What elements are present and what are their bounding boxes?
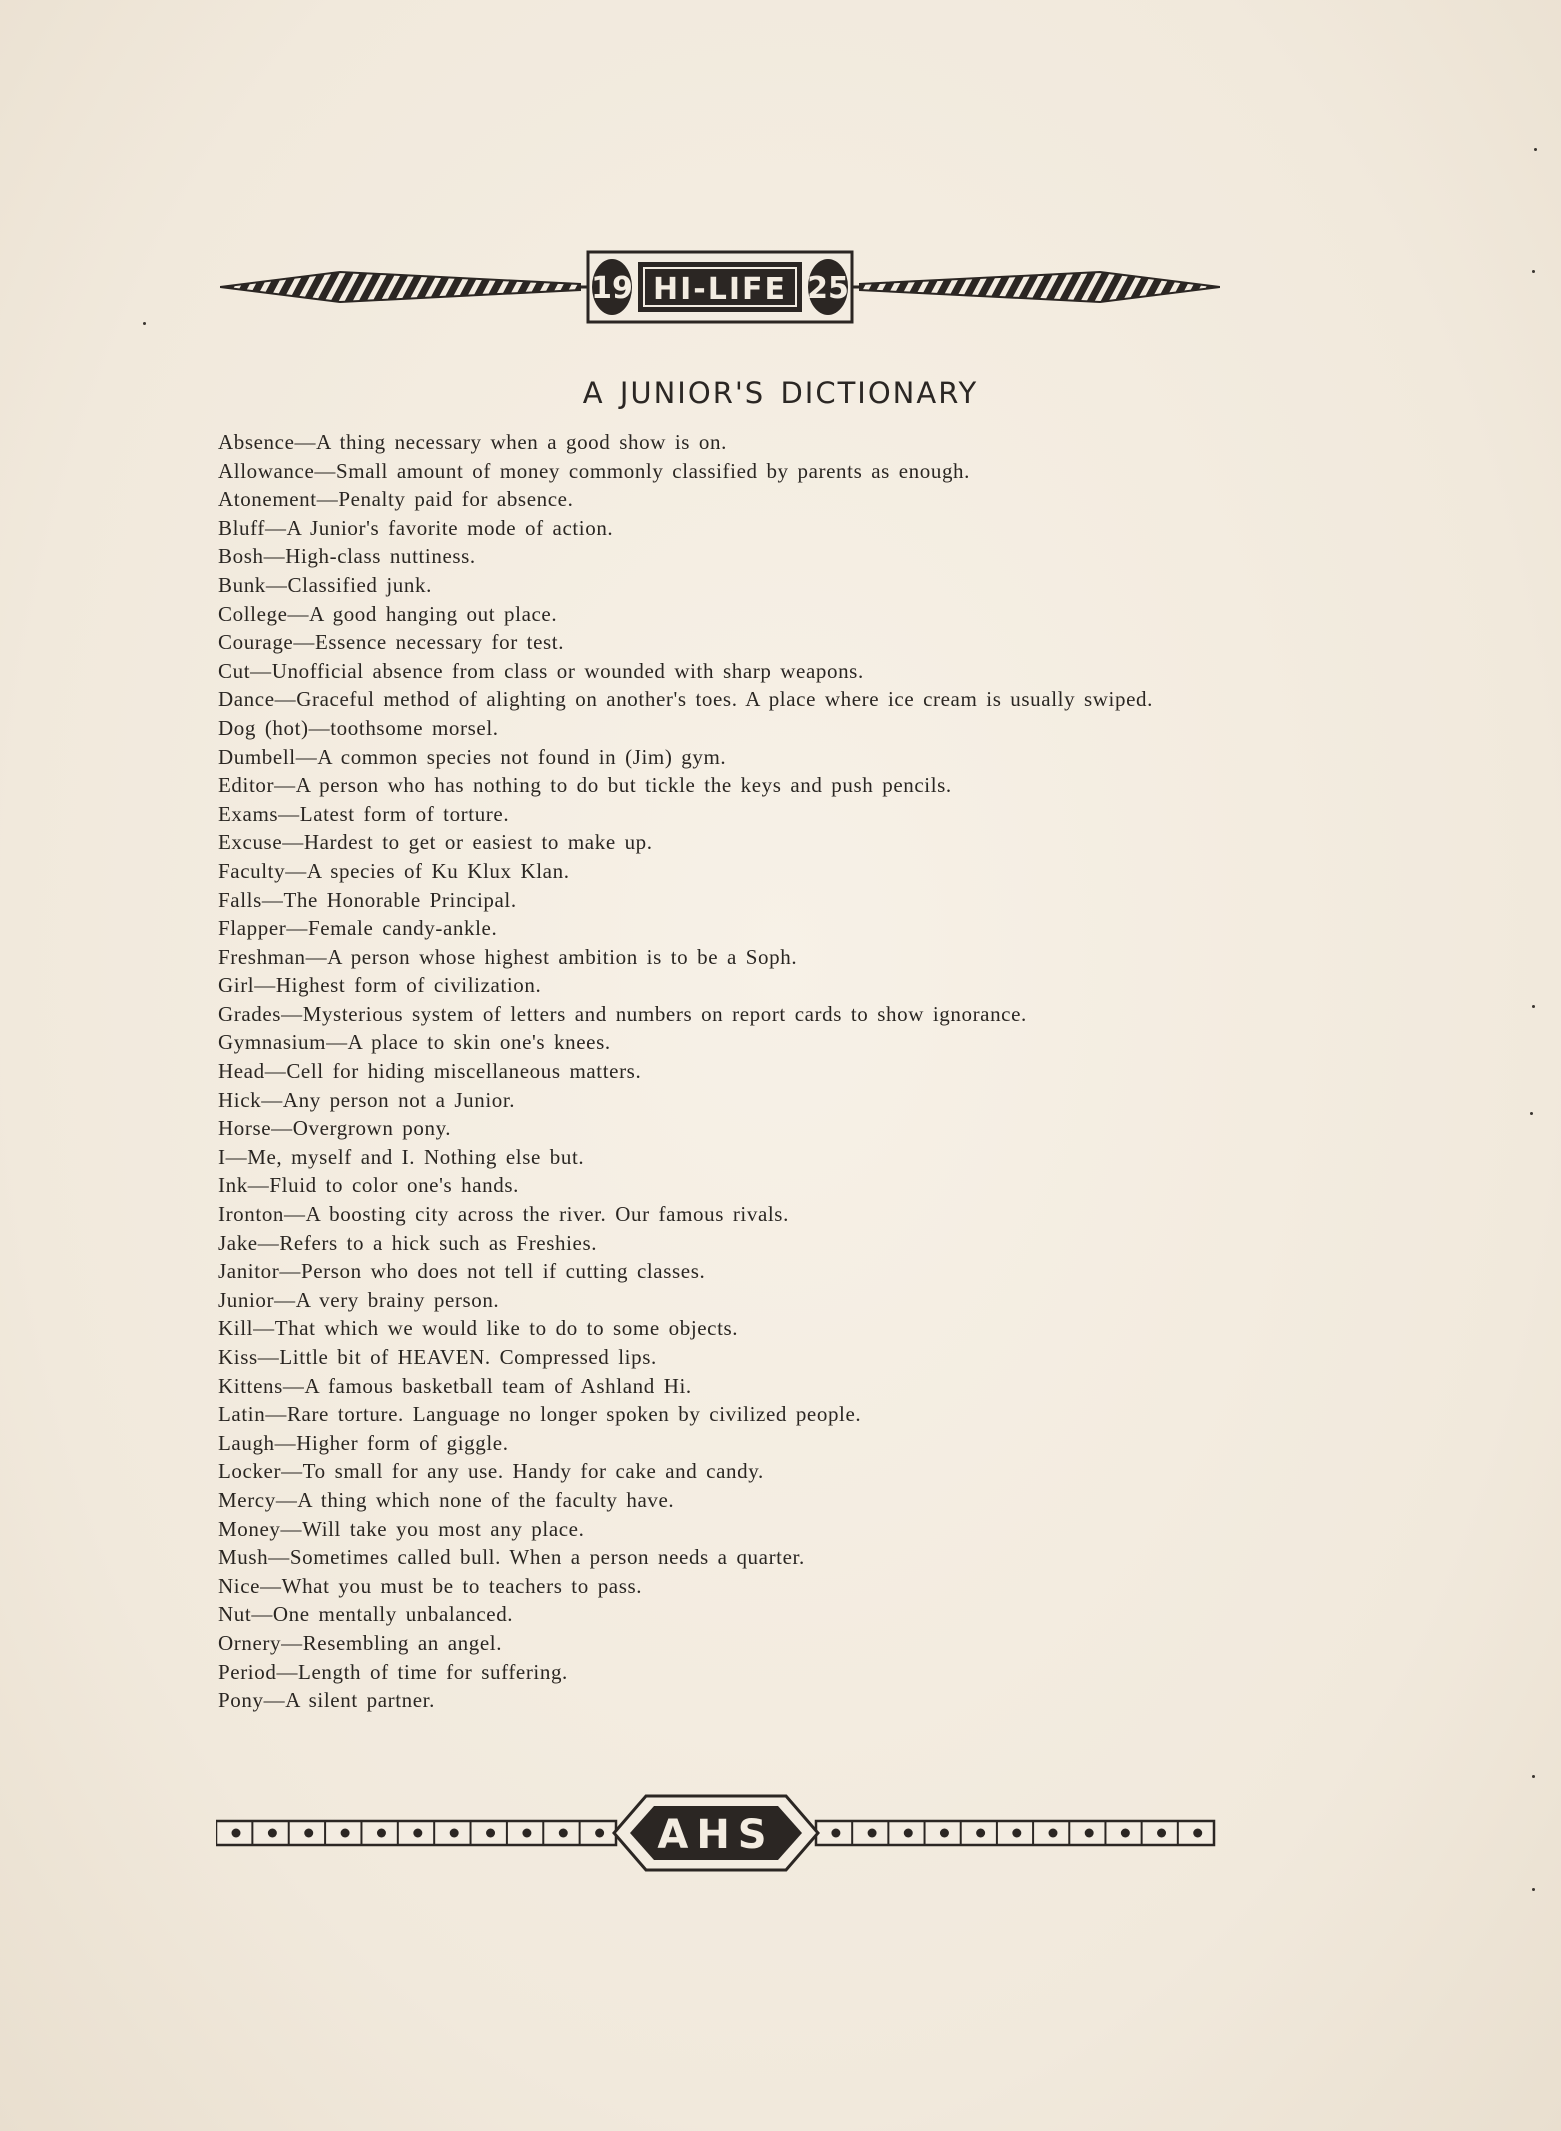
footer-bar-dot — [377, 1829, 386, 1838]
entry-definition: Latest form of torture. — [299, 801, 510, 826]
entry-definition: Length of time for suffering. — [298, 1659, 568, 1684]
footer-bar-dot — [486, 1829, 495, 1838]
entry-term: Atonement — — [218, 487, 338, 511]
entry-term: Kittens — — [218, 1374, 304, 1398]
dictionary-entry — [218, 1686, 1238, 1715]
hi-life-text: HI-LIFE — [653, 272, 787, 307]
entry-term: Mush — — [218, 1545, 290, 1569]
dictionary-entry — [218, 743, 1238, 772]
entry-term: Laugh — — [218, 1431, 296, 1455]
entry-term: Gymnasium — — [218, 1030, 348, 1054]
entry-definition: Me, myself and I. Nothing else but. — [247, 1144, 585, 1169]
entry-definition: Overgrown pony. — [292, 1116, 452, 1141]
entry-term: Allowance — — [218, 459, 336, 483]
footer-bar-dot — [976, 1829, 985, 1838]
entry-definition: High-class nuttiness. — [285, 544, 476, 569]
entry-definition: The Honorable Principal. — [283, 887, 517, 912]
entry-term: Bluff — — [218, 516, 287, 540]
entry-definition: A person whose highest ambition is to be a Soph. — [327, 944, 798, 969]
entry-term: Ink — — [218, 1173, 269, 1197]
entry-term: Nut — — [218, 1602, 273, 1626]
dictionary-entry — [218, 1486, 1238, 1515]
dictionary-entry — [218, 457, 1238, 486]
footer-bar-dot — [522, 1829, 531, 1838]
entry-definition: A place to skin one's knees. — [347, 1030, 611, 1055]
dictionary-entry — [218, 571, 1238, 600]
entry-definition: Small amount of money commonly classified by parents as enough. — [335, 458, 971, 483]
entry-definition: A famous basketball team of Ashland Hi. — [304, 1373, 692, 1398]
footer-bar-dot — [1048, 1829, 1057, 1838]
dictionary-entry — [218, 771, 1238, 800]
entry-definition: Person who does not tell if cutting classes. — [300, 1259, 706, 1284]
dictionary-entry — [218, 600, 1238, 629]
entry-term: Editor — — [218, 773, 296, 797]
entry-term: Kiss — — [218, 1345, 279, 1369]
entry-definition: Will take you most any place. — [302, 1516, 585, 1541]
dictionary-entry — [218, 1543, 1238, 1572]
dictionary-entry — [218, 1515, 1238, 1544]
dictionary-entry — [218, 1286, 1238, 1315]
dictionary-entry — [218, 1314, 1238, 1343]
entry-term: Latin — — [218, 1402, 287, 1426]
entry-term: Horse — — [218, 1116, 293, 1140]
footer-bar-dot — [304, 1829, 313, 1838]
year-left-text: 19 — [591, 271, 633, 306]
entry-term: Pony — — [218, 1688, 285, 1712]
entry-term: Bosh — — [218, 544, 285, 568]
entry-definition: What you must be to teachers to pass. — [281, 1573, 643, 1598]
footer-bar-dot — [450, 1829, 459, 1838]
ahs-footer-ornament — [216, 1788, 1216, 1878]
footer-bar-dot — [268, 1829, 277, 1838]
entry-term: Kill — — [218, 1316, 275, 1340]
dictionary-entry — [218, 1400, 1238, 1429]
entry-definition: A very brainy person. — [295, 1287, 500, 1312]
entry-term: Falls — — [218, 888, 283, 912]
entry-term: Bunk — — [218, 573, 288, 597]
dictionary-entry — [218, 514, 1238, 543]
entry-term: Grades — — [218, 1002, 303, 1026]
entry-definition: Any person not a Junior. — [282, 1087, 516, 1112]
entry-term: Girl — — [218, 973, 276, 997]
paper-speck — [143, 322, 146, 325]
dictionary-entry — [218, 1343, 1238, 1372]
entry-definition: Mysterious system of letters and numbers on report cards to show ignorance. — [302, 1001, 1027, 1026]
dictionary-entry — [218, 714, 1238, 743]
entry-definition: Cell for hiding miscellaneous matters. — [286, 1059, 642, 1084]
dictionary-entry — [218, 1171, 1238, 1200]
dictionary-entry — [218, 485, 1238, 514]
entry-definition: A thing which none of the faculty have. — [297, 1487, 675, 1512]
entry-definition: Fluid to color one's hands. — [269, 1173, 519, 1198]
dictionary-entry — [218, 800, 1238, 829]
entry-term: Ornery — — [218, 1631, 303, 1655]
entry-term: Locker — — [218, 1459, 303, 1483]
dictionary-entry — [218, 828, 1238, 857]
footer-bar-dot — [413, 1829, 422, 1838]
entry-term: Dumbell — — [218, 745, 317, 769]
entry-term: Freshman — — [218, 945, 327, 969]
entry-term: Faculty — — [218, 859, 307, 883]
dictionary-entry — [218, 542, 1238, 571]
ahs-emblem-text: AHS — [657, 1812, 775, 1858]
entry-definition: Graceful method of alighting on another's toes. A place where ice cream is usually swiped. — [296, 687, 1153, 712]
footer-bar-dot — [1012, 1829, 1021, 1838]
footer-bar-dot — [559, 1829, 568, 1838]
footer-bar-dot — [232, 1829, 241, 1838]
entry-definition: Classified junk. — [287, 572, 432, 597]
entry-definition: A Junior's favorite mode of action. — [286, 515, 614, 540]
dictionary-entry — [218, 1200, 1238, 1229]
dictionary-entry — [218, 1257, 1238, 1286]
footer-bar-dot — [868, 1829, 877, 1838]
entry-definition: A person who has nothing to do but tickle the keys and push pencils. — [295, 773, 952, 798]
paper-speck — [1532, 1775, 1535, 1778]
dictionary-list — [218, 428, 1238, 1715]
entry-definition: Refers to a hick such as Freshies. — [279, 1230, 598, 1255]
footer-bar-dot — [1193, 1829, 1202, 1838]
paper-speck — [1534, 148, 1537, 151]
dictionary-entry — [218, 628, 1238, 657]
dictionary-entry — [218, 1086, 1238, 1115]
footer-bar-dot — [595, 1829, 604, 1838]
dictionary-entry — [218, 657, 1238, 686]
entry-term: Flapper — — [218, 916, 308, 940]
entry-definition: toothsome morsel. — [330, 715, 499, 740]
dictionary-entry — [218, 1372, 1238, 1401]
dictionary-entry — [218, 685, 1238, 714]
entry-definition: Highest form of civilization. — [275, 973, 542, 998]
entry-definition: Resembling an angel. — [302, 1630, 503, 1655]
entry-term: Money — — [218, 1517, 302, 1541]
entry-definition: A common species not found in (Jim) gym. — [317, 744, 727, 769]
entry-term: Mercy — — [218, 1488, 297, 1512]
entry-definition: Essence necessary for test. — [314, 630, 565, 655]
dictionary-entry — [218, 1629, 1238, 1658]
paper-speck — [1532, 1005, 1535, 1008]
paper-speck — [1530, 1112, 1533, 1115]
entry-definition: A silent partner. — [285, 1688, 435, 1713]
entry-term: College — — [218, 602, 309, 626]
page-title: A JUNIOR'S DICTIONARY — [582, 376, 979, 410]
dictionary-entry — [218, 1572, 1238, 1601]
entry-term: Janitor — — [218, 1259, 301, 1283]
entry-term: Hick — — [218, 1088, 283, 1112]
entry-definition: Unofficial absence from class or wounded with sharp weapons. — [271, 658, 864, 683]
dictionary-entry — [218, 1600, 1238, 1629]
hi-life-header-ornament — [220, 246, 1220, 328]
dictionary-entry — [218, 1229, 1238, 1258]
dictionary-entry — [218, 1658, 1238, 1687]
entry-definition: That which we would like to do to some objects. — [274, 1316, 739, 1341]
entry-term: Excuse — — [218, 830, 304, 854]
dictionary-entry — [218, 1429, 1238, 1458]
dictionary-entry — [218, 1114, 1238, 1143]
dictionary-entry — [218, 914, 1238, 943]
entry-term: Period — — [218, 1660, 298, 1684]
entry-term: Courage — — [218, 630, 315, 654]
footer-bar-dot — [904, 1829, 913, 1838]
paper-speck — [1532, 270, 1535, 273]
footer-bar-dot — [1085, 1829, 1094, 1838]
dictionary-entry — [218, 886, 1238, 915]
dictionary-entry — [218, 857, 1238, 886]
entry-definition: Sometimes called bull. When a person needs a quarter. — [289, 1545, 805, 1570]
entry-term: Dog (hot) — — [218, 716, 330, 740]
entry-definition: To small for any use. Handy for cake and candy. — [302, 1459, 764, 1484]
entry-term: Cut — — [218, 659, 272, 683]
entry-definition: A thing necessary when a good show is on. — [316, 430, 727, 454]
entry-definition: Hardest to get or easiest to make up. — [303, 830, 653, 855]
dictionary-entry — [218, 1143, 1238, 1172]
year-right-text: 25 — [807, 271, 849, 306]
entry-definition: Female candy-ankle. — [307, 916, 498, 941]
entry-term: Dance — — [218, 687, 296, 711]
footer-bar-dot — [831, 1829, 840, 1838]
entry-definition: Little bit of HEAVEN. Compressed lips. — [279, 1345, 657, 1369]
entry-definition: Penalty paid for absence. — [338, 487, 574, 512]
entry-term: Jake — — [218, 1231, 279, 1255]
entry-definition: Rare torture. Language no longer spoken by civilized people. — [286, 1402, 862, 1427]
entry-term: Absence — — [218, 430, 316, 454]
dictionary-entry — [218, 971, 1238, 1000]
entry-definition: One mentally unbalanced. — [272, 1602, 514, 1627]
dictionary-entry — [218, 1457, 1238, 1486]
entry-definition: A species of Ku Klux Klan. — [306, 858, 570, 883]
entry-definition: A boosting city across the river. Our famous rivals. — [305, 1202, 789, 1227]
entry-term: Exams — — [218, 802, 300, 826]
dictionary-entry — [218, 1057, 1238, 1086]
dictionary-entry — [218, 428, 1238, 457]
footer-bar-dot — [1157, 1829, 1166, 1838]
entry-term: I — — [218, 1145, 247, 1169]
paper-speck — [1532, 1888, 1535, 1891]
dictionary-entry — [218, 1000, 1238, 1029]
entry-term: Ironton — — [218, 1202, 306, 1226]
entry-term: Head — — [218, 1059, 286, 1083]
entry-definition: Higher form of giggle. — [296, 1430, 509, 1455]
entry-definition: A good hanging out place. — [309, 601, 558, 626]
entry-term: Junior — — [218, 1288, 296, 1312]
dictionary-entry — [218, 1028, 1238, 1057]
entry-term: Nice — — [218, 1574, 282, 1598]
footer-bar-dot — [940, 1829, 949, 1838]
dictionary-entry — [218, 943, 1238, 972]
footer-bar-dot — [341, 1829, 350, 1838]
footer-bar-dot — [1121, 1829, 1130, 1838]
